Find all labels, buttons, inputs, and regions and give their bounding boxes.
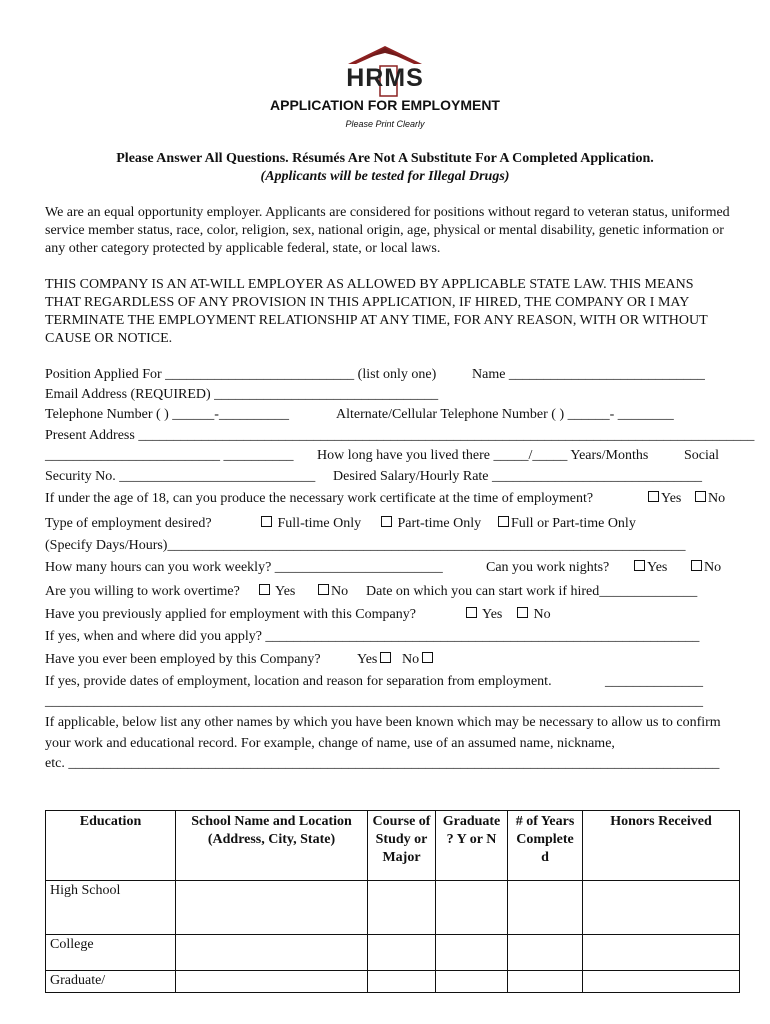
telephone-field[interactable]: Telephone Number ( ) ______-__________ <box>45 407 289 422</box>
social-label: Social <box>684 448 719 463</box>
alt-telephone-field[interactable]: Alternate/Cellular Telephone Number ( ) ______- ________ <box>336 407 674 422</box>
checkbox-icon[interactable] <box>261 516 272 527</box>
table-cell[interactable] <box>368 881 436 935</box>
when-where-field[interactable]: If yes, when and where did you apply? ______________________________________________________________ <box>45 629 700 644</box>
eeo-statement: We are an equal opportunity employer. Applicants are considered for positions without regard to veteran status, uniformed service member status, race, color, religion, sex, national origin, age, physical or mental disability, genetic information or any other category protected by applicable federal, state, or local laws. <box>45 205 730 256</box>
under-18-question: If under the age of 18, can you produce the necessary work certificate at the time of employment? <box>45 491 594 506</box>
under-18-no-option[interactable]: No <box>692 490 725 508</box>
work-nights-question: Can you work nights? <box>486 560 610 575</box>
address-line2-field[interactable]: _________________________ __________ <box>45 448 294 463</box>
hours-weekly-field[interactable]: How many hours can you work weekly? ________________________ <box>45 560 443 575</box>
ever-employed-no-option[interactable]: No <box>402 651 435 669</box>
checkbox-icon[interactable] <box>466 607 477 618</box>
drug-notice: (Applicants will be tested for Illegal Drugs) <box>260 169 510 184</box>
checkbox-icon[interactable] <box>695 491 706 502</box>
previously-applied-no-option[interactable]: No <box>514 606 551 624</box>
name-field[interactable]: Name ____________________________ <box>472 367 705 382</box>
table-cell[interactable] <box>368 971 436 993</box>
row-label: College <box>46 935 176 971</box>
table-cell[interactable] <box>583 881 740 935</box>
part-time-option[interactable]: Part-time Only <box>378 515 481 533</box>
dates-of-employment-question: If yes, provide dates of employment, location and reason for separation from employment. <box>45 674 552 689</box>
education-header: Education <box>46 811 176 881</box>
school-name-header: School Name and Location (Address, City, State) <box>176 811 368 881</box>
work-nights-no-option[interactable]: No <box>688 559 721 577</box>
table-cell[interactable] <box>508 881 583 935</box>
checkbox-icon[interactable] <box>498 516 509 527</box>
checkbox-icon[interactable] <box>318 584 329 595</box>
previously-applied-yes-option[interactable]: Yes <box>463 606 502 624</box>
table-row <box>46 935 740 971</box>
checkbox-icon[interactable] <box>422 652 433 663</box>
hrms-logo <box>338 44 432 98</box>
graduate-header: Graduate ? Y or N <box>436 811 508 881</box>
honors-header: Honors Received <box>583 811 740 881</box>
checkbox-icon[interactable] <box>380 652 391 663</box>
overtime-yes-option[interactable]: Yes <box>256 583 295 601</box>
checkbox-icon[interactable] <box>381 516 392 527</box>
logo-text: HRMS <box>346 64 424 92</box>
under-18-yes-option[interactable]: Yes <box>645 490 681 508</box>
table-cell[interactable] <box>583 971 740 993</box>
table-cell[interactable] <box>176 935 368 971</box>
education-table <box>45 810 740 993</box>
table-cell[interactable] <box>436 971 508 993</box>
education-header-row <box>46 811 740 881</box>
table-row <box>46 971 740 993</box>
overtime-question: Are you willing to work overtime? <box>45 584 240 599</box>
start-date-field[interactable]: Date on which you can start work if hired______________ <box>366 584 698 599</box>
full-or-part-time-option[interactable]: Full or Part-time Only <box>495 515 636 533</box>
specify-days-field[interactable]: (Specify Days/Hours)__________________________________________________________________________ <box>45 538 686 553</box>
years-completed-header: # of Years Complete d <box>508 811 583 881</box>
checkbox-icon[interactable] <box>259 584 270 595</box>
checkbox-icon[interactable] <box>517 607 528 618</box>
instruction-heading: Please Answer All Questions. Résumés Are Not A Substitute For A Completed Application. <box>116 151 654 166</box>
at-will-statement: THIS COMPANY IS AN AT-WILL EMPLOYER AS ALLOWED BY APPLICABLE STATE LAW. THIS MEANS THAT REGARDLESS OF ANY PROVISION IN THIS APPLICATION, IF HIRED, THE COMPANY OR I MAY TERMINATE THE EMPLOYMENT RELATIONSHIP AT ANY TIME, FOR ANY REASON, WITH OR WITHOUT CAUSE OR NOTICE. <box>45 277 708 346</box>
ever-employed-yes-option[interactable]: Yes <box>357 651 393 669</box>
table-cell[interactable] <box>176 971 368 993</box>
ever-employed-question: Have you ever been employed by this Company? <box>45 652 321 667</box>
table-cell[interactable] <box>508 971 583 993</box>
work-nights-yes-option[interactable]: Yes <box>631 559 667 577</box>
page-subtitle: Please Print Clearly <box>345 119 425 129</box>
row-label: High School <box>46 881 176 935</box>
full-time-option[interactable]: Full-time Only <box>258 515 361 533</box>
how-long-field[interactable]: How long have you lived there _____/_____ Years/Months <box>317 448 649 463</box>
table-cell[interactable] <box>436 935 508 971</box>
row-label: Graduate/ <box>46 971 176 993</box>
table-cell[interactable] <box>436 881 508 935</box>
table-row <box>46 881 740 935</box>
checkbox-icon[interactable] <box>691 560 702 571</box>
separator-line[interactable]: ______________________________________________________________________________________________ <box>45 694 703 709</box>
previously-applied-question: Have you previously applied for employment with this Company? <box>45 607 416 622</box>
overtime-no-option[interactable]: No <box>315 583 348 601</box>
checkbox-icon[interactable] <box>648 491 659 502</box>
employment-type-question: Type of employment desired? <box>45 516 212 531</box>
table-cell[interactable] <box>508 935 583 971</box>
email-field[interactable]: Email Address (REQUIRED) ________________________________ <box>45 387 439 402</box>
position-field[interactable]: Position Applied For ___________________________ (list only one) <box>45 367 437 382</box>
security-number-field[interactable]: Security No. ____________________________ <box>45 469 316 484</box>
present-address-field[interactable]: Present Address ________________________________________________________________________________________ <box>45 428 755 443</box>
dates-of-employment-field[interactable]: ______________ <box>605 674 703 689</box>
other-names-instruction: If applicable, below list any other names by which you have been known which may be necessary to allow us to confirm your work and educational record. For example, change of name, use of an assumed name, nickname, <box>45 715 721 751</box>
checkbox-icon[interactable] <box>634 560 645 571</box>
desired-salary-field[interactable]: Desired Salary/Hourly Rate ______________________________ <box>333 469 703 484</box>
page-title: APPLICATION FOR EMPLOYMENT <box>270 97 500 113</box>
table-cell[interactable] <box>583 935 740 971</box>
other-names-field[interactable]: etc. _____________________________________________________________________________________________ <box>45 756 720 771</box>
table-cell[interactable] <box>176 881 368 935</box>
table-cell[interactable] <box>368 935 436 971</box>
course-of-study-header: Course of Study or Major <box>368 811 436 881</box>
